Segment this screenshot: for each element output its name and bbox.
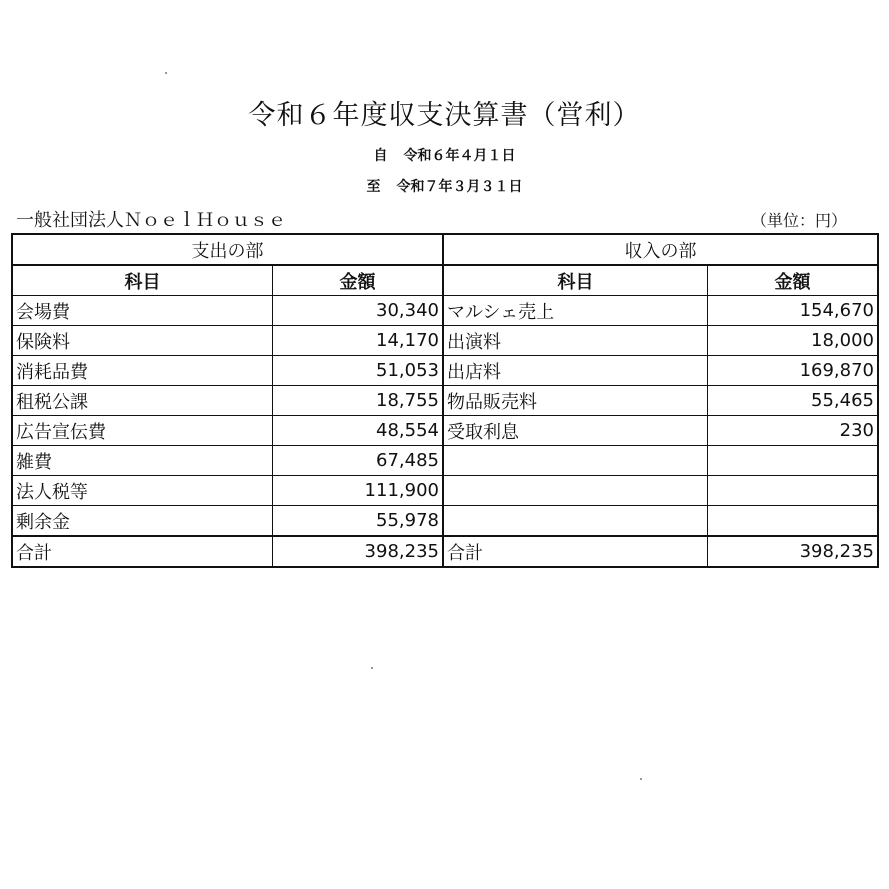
income-item: 物品販売料 <box>443 386 708 416</box>
expense-amount: 111,900 <box>273 476 443 506</box>
period-to-label: 至 <box>366 179 381 195</box>
table-row <box>12 506 878 537</box>
income-amount: 55,465 <box>708 386 878 416</box>
expense-item: 広告宣伝費 <box>12 416 273 446</box>
expense-amount: 48,554 <box>273 416 443 446</box>
expense-item: 雑費 <box>12 446 273 476</box>
expense-total-label: 合計 <box>12 536 273 567</box>
period-to <box>0 176 889 196</box>
income-amount <box>708 446 878 476</box>
expense-amount: 55,978 <box>273 506 443 537</box>
section-header-row <box>12 234 878 265</box>
income-amount <box>708 506 878 537</box>
expense-amount-header: 金額 <box>273 265 443 296</box>
expense-item: 消耗品費 <box>12 356 273 386</box>
period-from-date: 令和６年４月１日 <box>403 148 516 164</box>
expense-item: 保険料 <box>12 326 273 356</box>
expense-item: 租税公課 <box>12 386 273 416</box>
table-row <box>12 446 878 476</box>
income-item <box>443 506 708 537</box>
expense-item-header: 科目 <box>12 265 273 296</box>
income-total-label: 合計 <box>443 536 708 567</box>
expense-total-amount: 398,235 <box>273 536 443 567</box>
expense-section-header: 支出の部 <box>12 234 443 265</box>
unit-note: （単位：円） <box>750 211 847 230</box>
expense-amount: 30,340 <box>273 296 443 326</box>
income-item: 出演料 <box>443 326 708 356</box>
income-item-header: 科目 <box>443 265 708 296</box>
period-from-label: 自 <box>373 148 388 164</box>
table-row <box>12 476 878 506</box>
table-row <box>12 326 878 356</box>
expense-amount: 51,053 <box>273 356 443 386</box>
period-from <box>0 145 889 165</box>
period-to-date: 令和７年３月３１日 <box>396 179 523 195</box>
income-item: マルシェ売上 <box>443 296 708 326</box>
income-amount: 154,670 <box>708 296 878 326</box>
income-amount: 230 <box>708 416 878 446</box>
organization-name: 一般社団法人ＮｏｅｌＨｏｕｓｅ <box>16 210 286 231</box>
expense-item: 剰余金 <box>12 506 273 537</box>
expense-amount: 67,485 <box>273 446 443 476</box>
income-expense-table <box>11 233 879 568</box>
scan-speck <box>165 72 167 74</box>
income-item <box>443 476 708 506</box>
income-item <box>443 446 708 476</box>
income-amount: 18,000 <box>708 326 878 356</box>
column-header-row <box>12 265 878 296</box>
income-total-amount: 398,235 <box>708 536 878 567</box>
table-row <box>12 356 878 386</box>
expense-amount: 14,170 <box>273 326 443 356</box>
table-body <box>12 296 878 537</box>
scan-speck <box>371 667 373 669</box>
scan-speck <box>640 778 642 780</box>
total-row <box>12 536 878 567</box>
table-row <box>12 416 878 446</box>
income-amount-header: 金額 <box>708 265 878 296</box>
table-row <box>12 386 878 416</box>
income-item: 出店料 <box>443 356 708 386</box>
expense-item: 法人税等 <box>12 476 273 506</box>
expense-amount: 18,755 <box>273 386 443 416</box>
income-amount <box>708 476 878 506</box>
income-section-header: 収入の部 <box>443 234 878 265</box>
income-item: 受取利息 <box>443 416 708 446</box>
expense-item: 会場費 <box>12 296 273 326</box>
income-amount: 169,870 <box>708 356 878 386</box>
table-row <box>12 296 878 326</box>
document-title: 令和６年度収支決算書（営利） <box>248 100 641 131</box>
